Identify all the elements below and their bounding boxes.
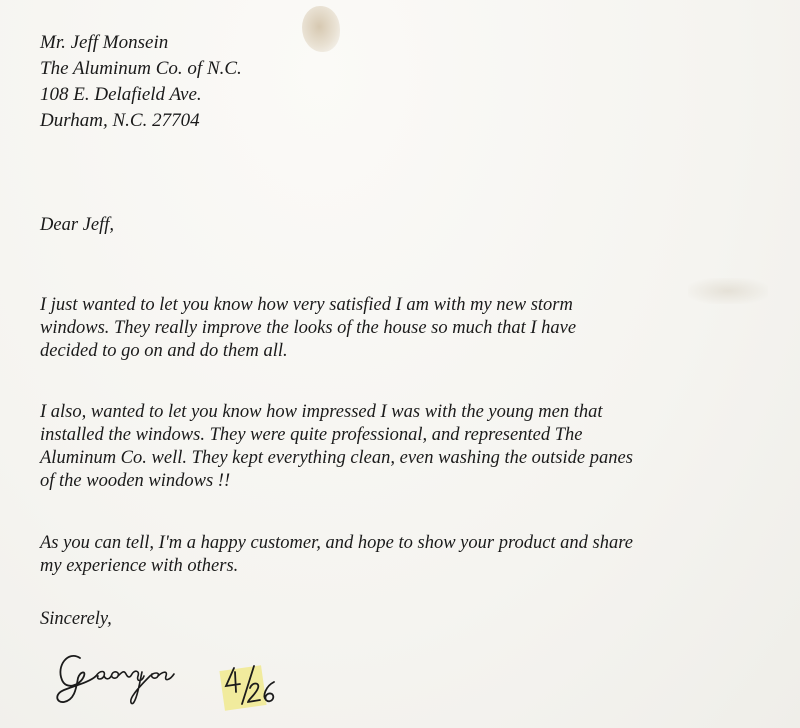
coffee-stain (302, 6, 340, 52)
paragraph-line: my experience with others. (40, 556, 239, 576)
paragraph-3 (40, 532, 780, 578)
closing: Sincerely, (40, 609, 112, 629)
recipient-street: 108 E. Delafield Ave. (40, 84, 202, 105)
recipient-name: Mr. Jeff Monsein (40, 32, 169, 53)
handwritten-date (220, 660, 284, 710)
paragraph-2 (40, 401, 780, 493)
paragraph-line: installed the windows. They were quite professional, and represented The (40, 425, 583, 445)
salutation: Dear Jeff, (40, 215, 114, 235)
paragraph-line: Aluminum Co. well. They kept everything clean, even washing the outside panes (40, 448, 633, 468)
recipient-company: The Aluminum Co. of N.C. (40, 58, 242, 79)
paragraph-line: As you can tell, I'm a happy customer, and hope to show your product and share (40, 533, 633, 553)
paragraph-line: of the wooden windows !! (40, 471, 231, 491)
paragraph-1 (40, 294, 780, 363)
paragraph-line: I just wanted to let you know how very satisfied I am with my new storm (40, 295, 573, 315)
paragraph-line: I also, wanted to let you know how impressed I was with the young men that (40, 402, 603, 422)
paragraph-line: decided to go on and do them all. (40, 341, 288, 361)
handwritten-signature (50, 636, 190, 706)
recipient-city: Durham, N.C. 27704 (40, 110, 200, 131)
paragraph-line: windows. They really improve the looks of the house so much that I have (40, 318, 577, 338)
